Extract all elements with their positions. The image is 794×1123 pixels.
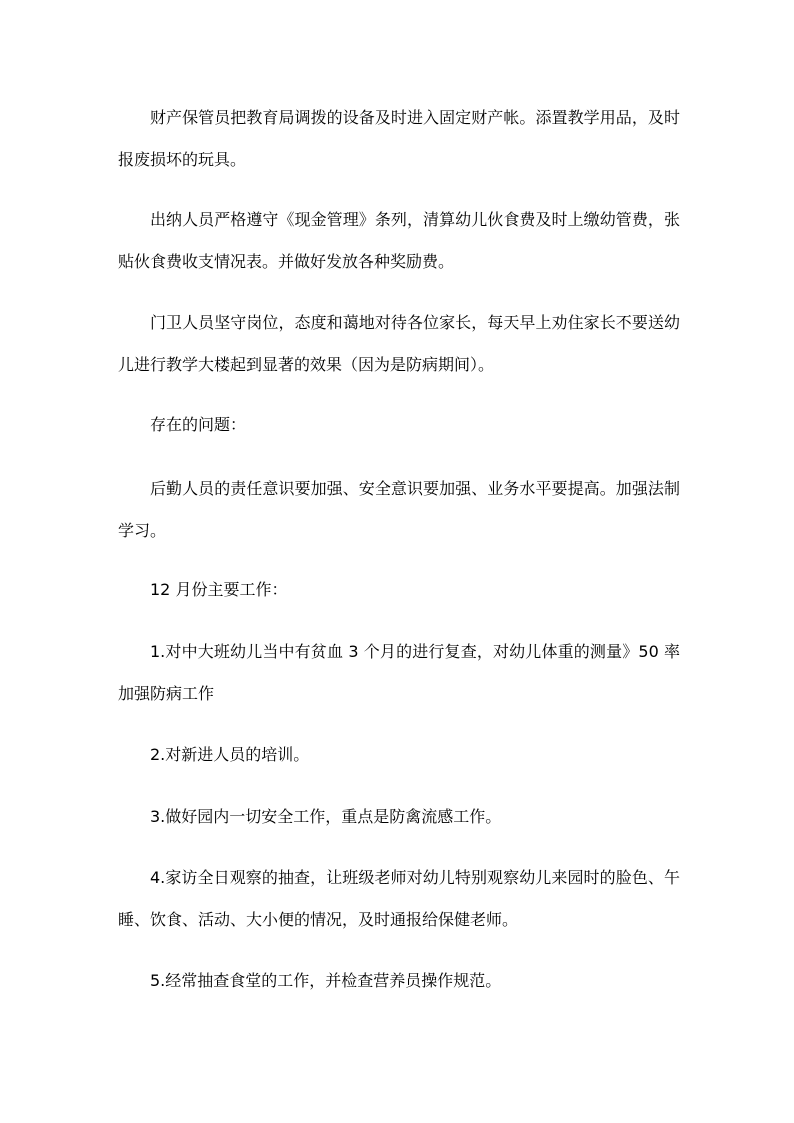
list-item-1: 1.对中大班幼儿当中有贫血 3 个月的进行复查，对幼儿体重的测量》50 率加强防病工作 [118, 642, 680, 703]
paragraph-december-heading: 12 月份主要工作： [150, 580, 288, 599]
list-item-3: 3.做好园内一切安全工作，重点是防禽流感工作。 [150, 807, 502, 826]
list-item-5: 5.经常抽查食堂的工作，并检查营养员操作规范。 [150, 971, 502, 990]
list-item-2: 2.对新进人员的培训。 [150, 745, 310, 764]
paragraph-problems-heading: 存在的问题： [150, 415, 247, 434]
paragraph-gatekeeper: 门卫人员坚守岗位，态度和蔼地对待各位家长，每天早上劝住家长不要送幼儿进行教学大楼起到显著的效果（因为是防病期间）。 [118, 313, 680, 374]
list-item-4: 4.家访全日观察的抽查，让班级老师对幼儿特别观察幼儿来园时的脸色、午睡、饮食、活动、大小便的情况，及时通报给保健老师。 [118, 868, 680, 929]
paragraph-problems: 后勤人员的责任意识要加强、安全意识要加强、业务水平要提高。加强法制学习。 [118, 479, 680, 540]
paragraph-property-custodian: 财产保管员把教育局调拨的设备及时进入固定财产帐。添置教学用品，及时报废损坏的玩具。 [118, 108, 680, 169]
paragraph-cashier: 出纳人员严格遵守《现金管理》条列，清算幼儿伙食费及时上缴幼管费，张贴伙食费收支情况表。并做好发放各种奖励费。 [118, 210, 680, 271]
